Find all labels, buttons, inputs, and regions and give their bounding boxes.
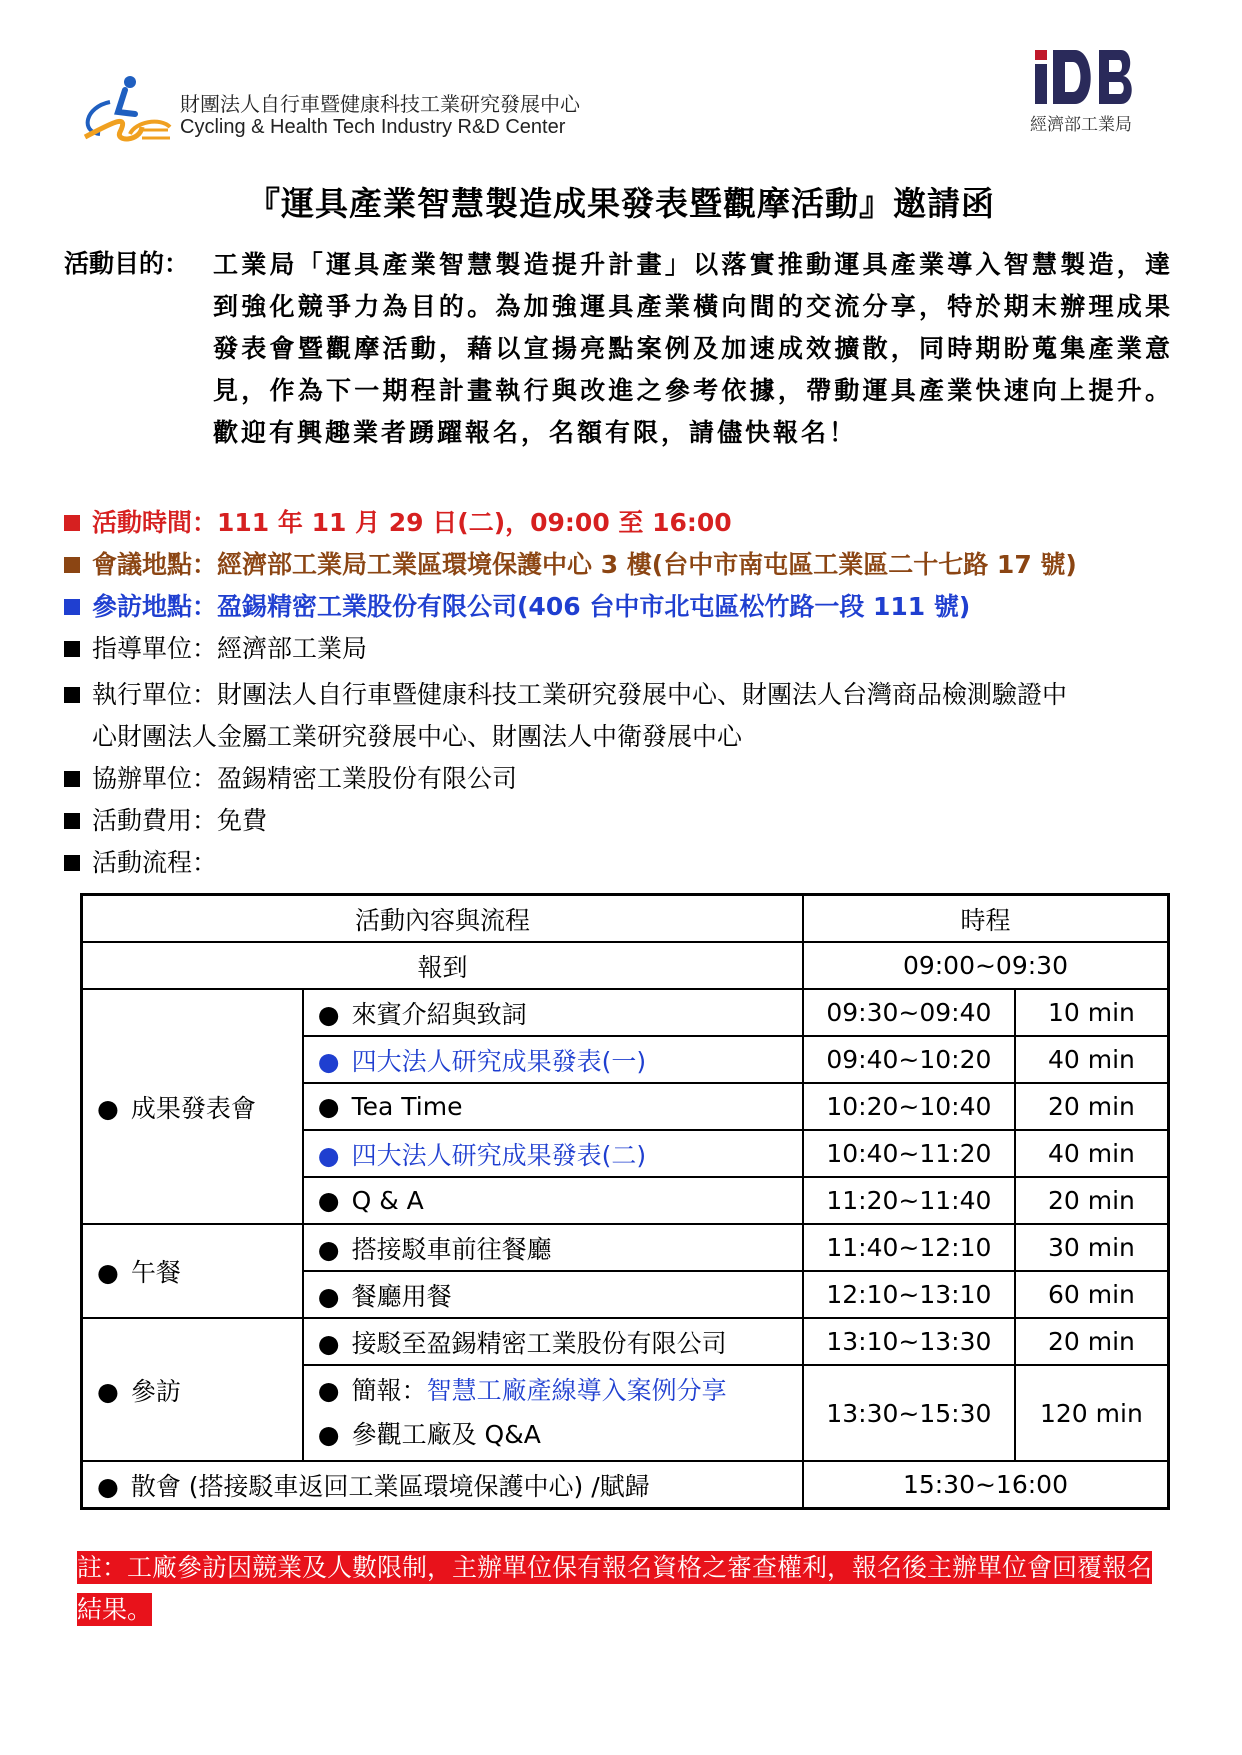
square-bullet-icon	[64, 855, 80, 871]
item-cell	[303, 1130, 803, 1177]
square-bullet-icon	[64, 557, 80, 573]
group-visit-label: ● 參訪	[97, 1377, 181, 1406]
checkin-time: 09:00~09:30	[803, 942, 1169, 989]
item-label: ● 參觀工廠及 Q&A	[318, 1420, 541, 1449]
table-header-row	[82, 895, 1169, 943]
item-cell	[303, 1177, 803, 1224]
info-visit-text: 參訪地點：盈錫精密工業股份有限公司(406 台中市北屯區松竹路一段 111 號)	[92, 592, 971, 621]
info-fee	[64, 800, 1184, 842]
org-name-en: Cycling & Health Tech Industry R&D Center	[180, 116, 566, 138]
info-co-text: 協辦單位：盈錫精密工業股份有限公司	[92, 764, 518, 793]
duration-cell: 30 min	[1015, 1224, 1169, 1271]
info-guide	[64, 628, 1184, 670]
info-guide-text: 指導單位：經濟部工業局	[92, 634, 368, 663]
purpose-label: 活動目的：	[64, 249, 190, 278]
square-bullet-icon	[64, 813, 80, 829]
info-flow-text: 活動流程：	[92, 848, 218, 877]
time-cell: 09:30~09:40	[803, 989, 1015, 1036]
duration-cell: 60 min	[1015, 1271, 1169, 1318]
duration-cell: 10 min	[1015, 989, 1169, 1036]
item-cell	[303, 1318, 803, 1365]
table-row	[82, 1318, 1169, 1365]
info-exec	[64, 674, 1174, 758]
end-time: 15:30~16:00	[803, 1461, 1169, 1509]
group-lunch-label: ● 午餐	[97, 1258, 181, 1287]
page-title: 『運具產業智慧製造成果發表暨觀摩活動』邀請函	[247, 184, 995, 223]
duration-cell: 120 min	[1015, 1365, 1169, 1461]
info-time	[64, 502, 1184, 544]
duration-cell: 20 min	[1015, 1318, 1169, 1365]
time-cell: 10:20~10:40	[803, 1083, 1015, 1130]
end-cell	[82, 1461, 803, 1509]
duration-cell: 40 min	[1015, 1130, 1169, 1177]
info-exec-line2: 心財團法人金屬工業研究發展中心、財團法人中衛發展中心	[92, 722, 743, 751]
time-cell: 12:10~13:10	[803, 1271, 1015, 1318]
info-visit	[64, 586, 1184, 628]
square-bullet-icon	[64, 771, 80, 787]
item-label: ● Tea Time	[318, 1092, 463, 1121]
group-presentation	[82, 989, 303, 1224]
group-presentation-label: ● 成果發表會	[97, 1094, 256, 1123]
item-label-prefix: ● 簡報：	[318, 1376, 427, 1405]
time-cell: 13:30~15:30	[803, 1365, 1015, 1461]
time-cell: 11:20~11:40	[803, 1177, 1015, 1224]
org-name-zh: 財團法人自行車暨健康科技工業研究發展中心	[180, 92, 580, 116]
idb-logo	[1035, 46, 1135, 106]
purpose-text: 工業局「運具產業智慧製造提升計畫」以落實推動運具產業導入智慧製造，達到強化競爭力為目的。為加強運具產業橫向間的交流分享，特於期末辦理成果發表會暨觀摩活動，藉以宣揚亮點案例及加速成效擴散，同時期盼蒐集產業意見，作為下一期程計畫執行與改進之參考依據，帶動運具產業快速向上提升。歡迎有興趣業者踴躍報名，名額有限，請儘快報名！	[213, 250, 1173, 447]
info-fee-text: 活動費用：免費	[92, 806, 268, 835]
group-lunch	[82, 1224, 303, 1318]
duration-cell: 40 min	[1015, 1036, 1169, 1083]
table-row	[82, 1461, 1169, 1509]
item-cell	[303, 1271, 803, 1318]
item-label: ● 接駁至盈錫精密工業股份有限公司	[318, 1329, 727, 1358]
schedule-table	[80, 893, 1170, 1510]
item-label: ● 四大法人研究成果發表(二)	[318, 1141, 646, 1170]
table-row	[82, 1224, 1169, 1271]
info-venue-text: 會議地點：經濟部工業局工業區環境保護中心 3 樓(台中市南屯區工業區二十七路 17 號)	[92, 550, 1077, 579]
item-cell	[303, 1365, 803, 1461]
duration-cell: 20 min	[1015, 1177, 1169, 1224]
cycling-center-logo	[80, 72, 175, 147]
idb-logo-mark	[1035, 46, 1135, 106]
item-label: ● 搭接駁車前往餐廳	[318, 1235, 552, 1264]
item-label: 智慧工廠產線導入案例分享	[426, 1376, 727, 1405]
item-cell	[303, 1224, 803, 1271]
end-label: ● 散會 (搭接駁車返回工業區環境保護中心) /賦歸	[97, 1472, 650, 1501]
header-time: 時程	[803, 895, 1169, 943]
info-co	[64, 758, 1184, 800]
note-text: 註：工廠參訪因競業及人數限制，主辦單位保有報名資格之審查權利，報名後主辦單位會回覆報名結果。	[77, 1553, 1153, 1624]
table-row	[82, 942, 1169, 989]
item-cell	[303, 1036, 803, 1083]
time-cell: 13:10~13:30	[803, 1318, 1015, 1365]
square-bullet-icon	[64, 599, 80, 615]
time-cell: 11:40~12:10	[803, 1224, 1015, 1271]
square-bullet-icon	[64, 641, 80, 657]
header-content: 活動內容與流程	[82, 895, 803, 943]
info-venue	[64, 544, 1184, 586]
info-exec-line1: 執行單位：財團法人自行車暨健康科技工業研究發展中心、財團法人台灣商品檢測驗證中	[92, 680, 1068, 709]
info-flow	[64, 842, 1184, 884]
info-time-text: 活動時間：111 年 11 月 29 日(二)，09:00 至 16:00	[92, 508, 732, 537]
item-label: ● 來賓介紹與致詞	[318, 1000, 527, 1029]
idb-subtitle: 經濟部工業局	[1030, 115, 1132, 135]
item-label: ● Q & A	[318, 1186, 424, 1215]
item-label: ● 餐廳用餐	[318, 1282, 452, 1311]
checkin-cell: 報到	[82, 942, 803, 989]
duration-cell: 20 min	[1015, 1083, 1169, 1130]
table-row	[82, 989, 1169, 1036]
square-bullet-icon	[64, 515, 80, 531]
item-cell	[303, 1083, 803, 1130]
note	[77, 1547, 1171, 1631]
time-cell: 09:40~10:20	[803, 1036, 1015, 1083]
time-cell: 10:40~11:20	[803, 1130, 1015, 1177]
group-visit	[82, 1318, 303, 1461]
item-cell	[303, 989, 803, 1036]
square-bullet-icon	[64, 687, 80, 703]
item-label: ● 四大法人研究成果發表(一)	[318, 1047, 646, 1076]
